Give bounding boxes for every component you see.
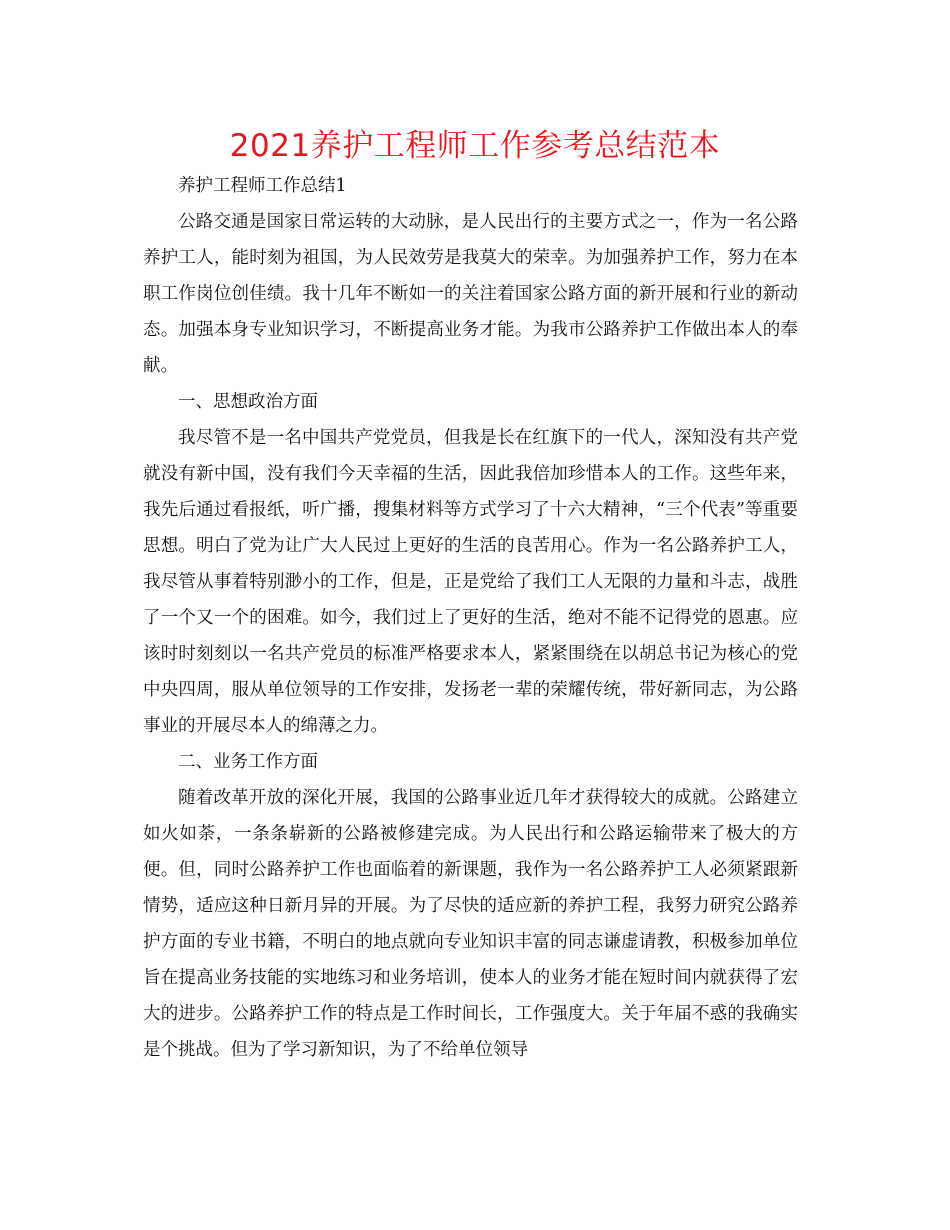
paragraph: 公路交通是国家日常运转的大动脉，是人民出行的主要方式之一，作为一名公路养护工人，能时刻为祖国，为人民效劳是我莫大的荣幸。为加强养护工作，努力在本职工作岗位创佳绩。我十几年不断如一的关注着国家公路方面的新开展和行业的新动态。加强本身专业知识学习，不断提高业务才能。为我市公路养护工作做出本人的奉献。 [143,212,798,376]
paragraph: 随着改革开放的深化开展，我国的公路事业近几年才获得较大的成就。公路建立如火如荼，一条条崭新的公路被修建完成。为人民出行和公路运输带来了极大的方便。但，同时公路养护工作也面临着的新课题，我作为一名公路养护工人必须紧跟新情势，适应这种日新月异的开展。为了尽快的适应新的养护工程，我努力研究公路养护方面的专业书籍，不明白的地点就向专业知识丰富的同志谦虚请教，积极参加单位旨在提高业务技能的实地练习和业务培训，使本人的业务才能在短时间内就获得了宏大的进步。公路养护工作的特点是工作时间长，工作强度大。关于年届不惑的我确实是个挑战。但为了学习新知识，为了不给单位领导 [143,788,798,1060]
paragraph: 我尽管不是一名中国共产党党员，但我是长在红旗下的一代人，深知没有共产党就没有新中国，没有我们今天幸福的生活，因此我倍加珍惜本人的工作。这些年来，我先后通过看报纸，听广播，搜集材料等方式学习了十六大精神，“三个代表”等重要思想。明白了党为让广大人民过上更好的生活的良苦用心。作为一名公路养护工人，我尽管从事着特别渺小的工作，但是，正是党给了我们工人无限的力量和斗志，战胜了一个又一个的困难。如今，我们过上了更好的生活，绝对不能不记得党的恩惠。应该时时刻刻以一名共产党员的标准严格要求本人，紧紧围绕在以胡总书记为核心的党中央四周，服从单位领导的工作安排，发扬老一辈的荣耀传统，带好新同志，为公路事业的开展尽本人的绵薄之力。 [143,428,798,736]
document-body [143,168,798,1068]
section-heading: 二、业务工作方面 [178,752,318,772]
section-heading: 一、思想政治方面 [178,392,318,412]
document-title: 2021养护工程师工作参考总结范本 [229,128,721,164]
section-heading: 养护工程师工作总结1 [178,176,347,196]
